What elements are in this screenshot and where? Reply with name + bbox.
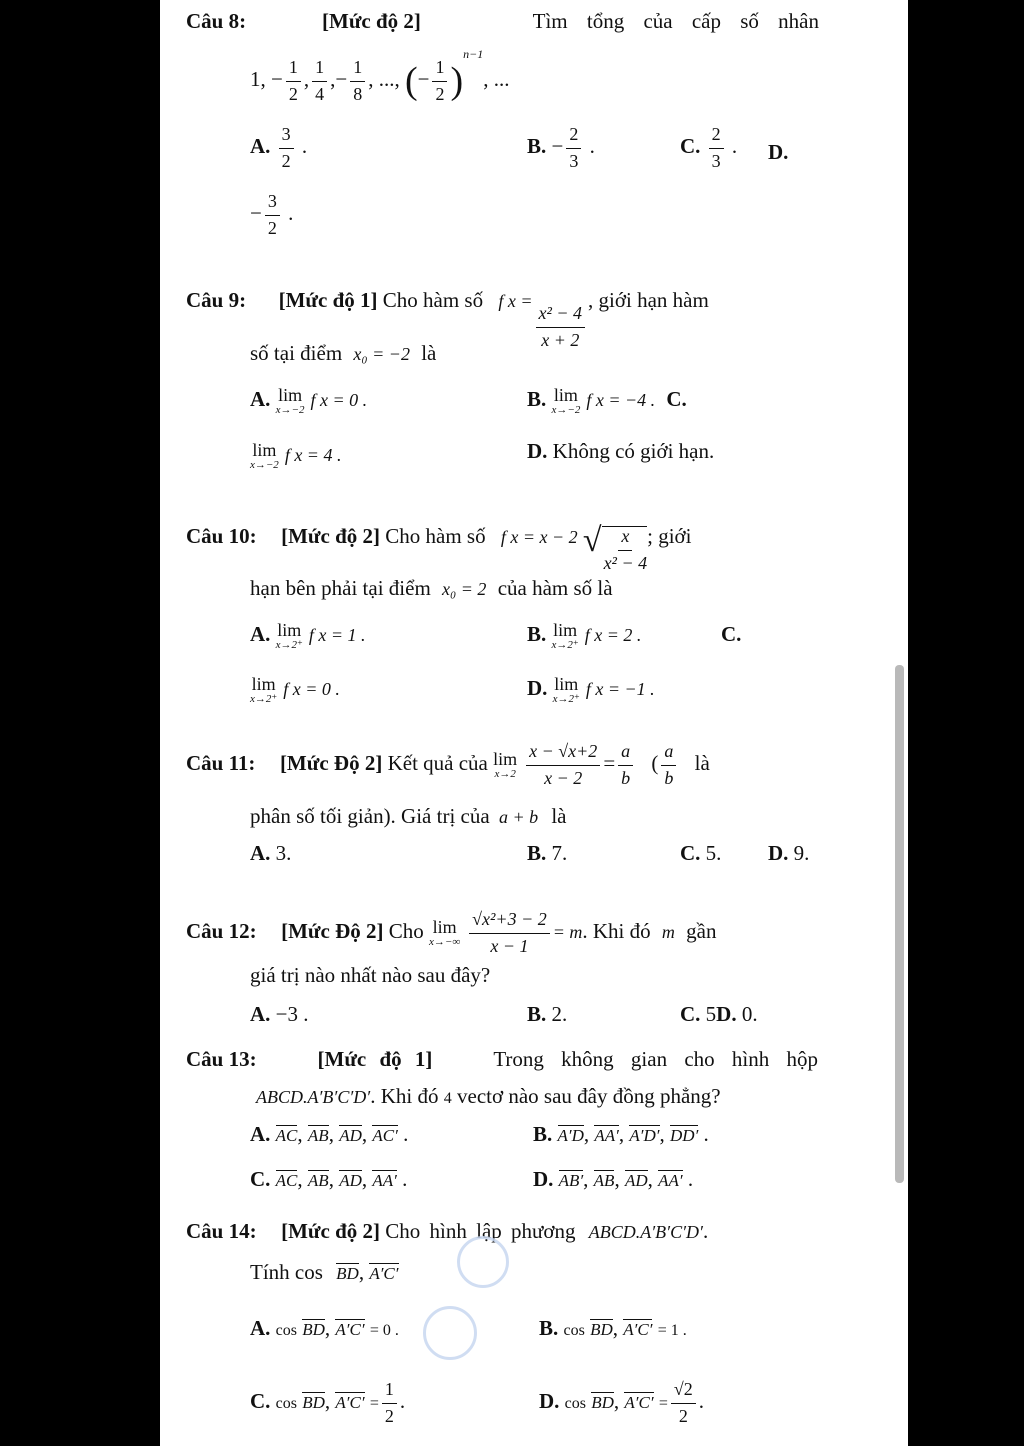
q10-lim-sub-b: x→2⁺ [551,639,579,651]
q10-option-c-label: C. [721,622,742,646]
q11-option-b-value: 7. [551,841,568,865]
q9-fraction-den: x + 2 [541,329,580,350]
q12-option-d-value[interactable]: 0. [741,1002,758,1026]
q14-label: Câu 14: [186,1219,257,1243]
q14-dot: . [703,1219,709,1243]
q10-sqrt-den: x² − 4 [603,552,648,573]
q10-question: Câu 10: [Mức độ 2] Cho hàm số f x = x − 2 √ $\frac{x}{\text{x² − 4}}$ ; giới [186,522,692,573]
q8-c-den: 3 [711,150,721,171]
q14-a-cos: cos [275,1322,297,1339]
q10-lim-sub-d: x→2⁺ [552,693,580,705]
q10-option-d[interactable]: D. lim x→2⁺ f x = −1 . [527,674,655,705]
q13-d-vec-2: AB [593,1171,615,1190]
q10-lim-sub-c: x→2⁺ [250,693,278,705]
q9-option-a-label: A. [250,386,271,411]
q12-option-b[interactable] [527,1004,567,1025]
q11-option-c-value: 5. [705,841,722,865]
q14-option-d-label: D. [539,1389,560,1414]
q10-option-c-expr: f x = 0 . [283,678,340,699]
q8-option-c-label: C. [680,134,701,159]
q14-option-b[interactable]: B. cos BD, A′C′ = 1 . [539,1316,687,1340]
q12-m: m [661,922,675,943]
q13-b-vec-1: A′D [557,1126,584,1145]
q13-line2-end: vectơ nào sau đây đồng phẳng? [457,1084,721,1108]
q8-level: [Mức độ 2] [322,9,421,33]
q13-c-vec-1: AC [275,1171,298,1190]
q13-option-c-label: C. [250,1167,271,1191]
q11-paren: ( [651,751,659,776]
q13-d-vec-3: AD [624,1171,648,1190]
q8-option-b-label: B. [527,134,547,159]
q9-option-d-label: D. [527,439,548,463]
q14-option-a-value: = 0 . [369,1322,399,1339]
q9-option-b[interactable]: B. lim x→−2 f x = −4 . C. [527,385,687,416]
q10-option-d-expr: f x = −1 . [585,678,655,699]
q8-c-num: 2 [709,125,724,149]
q8-text: Tìm tổng của cấp số nhân [532,9,819,33]
q8-option-b[interactable]: B. − $\frac{2}{3}$ . [527,124,595,171]
q9-fraction-num: x² − 4 [536,304,586,328]
q10-after: ; giới [647,524,692,548]
q12-option-b-label: B. [527,1002,547,1026]
q11-label: Câu 11: [186,751,256,776]
q11-eq: = [603,751,616,776]
q13-level: [Mức độ 1] [317,1047,433,1071]
q10-line2-end: của hàm số là [497,576,613,600]
q14-c-vec-1: BD [302,1393,325,1413]
q12-level: [Mức Độ 2] [281,919,384,944]
q10-label: Câu 10: [186,524,257,548]
q9-x0: x₀ = −2 [353,344,410,364]
q12-after: . Khi đó [582,919,651,944]
q12-line2 [250,965,490,986]
q12-fraction-num: √x²+3 − 2 [469,910,550,934]
q10-option-c[interactable]: lim x→2⁺ f x = 0 . [250,674,340,705]
q13-four: 4 [443,1090,452,1107]
q13-label: Câu 13: [186,1047,257,1071]
q13-a-vec-3: AD [339,1126,362,1145]
q8-option-d[interactable] [768,142,788,163]
q11-option-b[interactable] [527,843,567,864]
q14-a-vec-2: A′C′ [335,1320,365,1339]
q11-option-c-label: C. [680,841,701,865]
q14-option-c-label: C. [250,1389,271,1414]
q12-eq: = m [552,922,583,943]
q8-a-den: 2 [281,150,291,171]
q9-lim-sub-a: x→−2 [275,404,305,416]
q11-option-a-value: 3. [275,841,292,865]
q9-lim-sub-c: x→−2 [250,459,279,471]
q14-c-num: 1 [382,1380,397,1404]
q9-after: , giới hạn hàm [588,288,709,312]
q12-after2: gần [686,919,717,944]
q11-option-a-label: A. [250,841,271,865]
q13-b-vec-2: AA′ [594,1126,619,1145]
q14-option-c[interactable]: C. cos BD, A′C′ = $\frac{1}{2}$ . [250,1379,406,1426]
q14-c-cos: cos [275,1395,297,1413]
q11-a2: a [661,742,676,766]
q11-line2-end: là [551,804,567,828]
q12-option-c-value: 5 [705,1002,717,1026]
q9-option-a[interactable]: A. lim x→−2 f x = 0 . [250,385,368,416]
q13-c-vec-2: AB [307,1171,329,1190]
q12-option-a[interactable] [250,1004,309,1025]
q9-option-d-text: Không có giới hạn. [552,439,715,463]
q12-option-c-label: C. [680,1002,701,1026]
q13-d-vec-4: AA′ [658,1171,683,1190]
q12-question: Câu 12: [Mức Độ 2] Cho lim x→−∞ $\frac{\text{√x²+3 − 2}}{x - 1}$ = m. Khi đó m gần [186,909,717,956]
q12-option-a-value: −3 . [275,1002,309,1026]
q9-label: Câu 9: [186,288,247,312]
q10-option-a-expr: f x = 1 . [308,624,366,645]
q10-line2 [250,578,613,599]
q10-lim-sub-a: x→2⁺ [275,639,303,651]
q11-option-d[interactable] [768,843,809,864]
q13-option-a[interactable]: A. AC, AB, AD, AC′ . [250,1122,409,1146]
q14-option-a[interactable]: A. cos BD, A′C′ = 0 . [250,1316,399,1340]
touch-indicator-ring [423,1306,477,1360]
q10-option-a-label: A. [250,621,271,646]
q11-fraction-den: x − 2 [544,767,583,788]
q13-a-vec-1: AC [275,1126,298,1145]
q10-option-a[interactable]: A. lim x→2⁺ f x = 1 . [250,620,366,651]
q12-label: Câu 12: [186,919,257,944]
q13-line2-text: . Khi đó [370,1084,439,1108]
q12-fraction-den: x − 1 [490,935,529,956]
q13-option-b[interactable]: B. A′D, AA′, A′D′, DD′ . [533,1122,709,1146]
q14-option-b-value: = 1 . [657,1322,687,1339]
q11-option-b-label: B. [527,841,547,865]
q12-lim-sub: x→−∞ [429,936,461,949]
q10-line2-text: hạn bên phải tại điểm [250,576,431,600]
q8-label: Câu 8: [186,9,247,33]
q14-question [186,1221,708,1242]
q14-option-b-label: B. [539,1316,559,1340]
q13-option-b-label: B. [533,1122,553,1146]
q11-option-a[interactable] [250,843,291,864]
q8-seq-ellipsis: , ..., [368,67,405,91]
q8-a-num: 3 [279,125,294,149]
q13-a-vec-2: AB [307,1126,329,1145]
q11-question: Câu 11: [Mức Độ 2] Kết quả của lim x→2 $\frac{x - √x+2}{x - 2}$ = $\frac{a}{b}$ ( $\frac{a}{b}$ là [186,741,710,788]
q11-b: b [621,767,631,788]
q8-exponent: n−1 [463,47,484,61]
q14-line2-text: Tính cos [250,1260,323,1284]
q9-line2-end: là [421,341,437,365]
q14-d-num: √2 [671,1380,696,1404]
q13-b-vec-4: DD′ [670,1126,699,1145]
q8-option-d-label: D. [768,140,789,164]
q9-option-c-label[interactable]: C. [666,386,687,411]
q14-cube: ABCD.A′B′C′D′ [588,1222,703,1242]
q13-line2 [256,1086,721,1107]
q11-b2: b [664,767,674,788]
q8-option-d-value: − $\frac{3}{2}$ . [250,191,294,238]
q14-level: [Mức độ 2] [281,1219,381,1243]
q14-c-vec-2: A′C′ [335,1393,365,1413]
q12-text: Cho [388,919,424,944]
q8-seq-start: 1, − [250,67,283,91]
q13-b-vec-3: A′D′ [629,1126,660,1145]
q12-option-b-value: 2. [551,1002,568,1026]
q10-option-b-label: B. [527,621,547,646]
q9-text: Cho hàm số [382,288,484,312]
q14-d-vec-1: BD [591,1393,614,1413]
q13-c-vec-3: AD [339,1171,362,1190]
q10-option-c-label-wrap[interactable] [721,624,741,645]
q10-option-b[interactable]: B. lim x→2⁺ f x = 2 . [527,620,642,651]
q8-b-den: 3 [569,150,579,171]
q9-option-b-expr: f x = −4 . [586,389,656,410]
q8-d-den: 2 [267,217,277,238]
touch-indicator-ring [457,1236,509,1288]
q8-header [186,11,246,32]
q8-option-a-label: A. [250,134,271,159]
q9-option-c-expr: f x = 4 . [284,444,342,465]
q9-lim-sub-b: x→−2 [551,404,581,416]
q11-lim-sub: x→2 [494,768,516,781]
q13-option-c[interactable]: C. AC, AB, AD, AA′ . [250,1167,408,1191]
q8-option-a[interactable]: A. $\frac{3}{2}$ . [250,124,308,171]
q13-box: ABCD.A′B′C′D′ [256,1087,371,1107]
q11-level: [Mức Độ 2] [279,751,383,776]
q12-line2-text: giá trị nào nhất nào sau đây? [250,963,491,987]
q10-x0: x₀ = 2 [442,579,487,599]
q14-text: Cho hình lập phương [385,1219,576,1243]
q14-option-a-label: A. [250,1316,271,1340]
q10-fx: f x = x − 2 [500,527,578,547]
q13-d-vec-1: AB′ [558,1171,584,1190]
q12-option-d-label[interactable]: D. [716,1002,737,1026]
q13-option-a-label: A. [250,1122,271,1146]
q12-option-a-label: A. [250,1002,271,1026]
q9-option-c[interactable]: lim x→−2 f x = 4 . [250,440,342,471]
q8-seq-end: , ... [483,67,510,91]
q8-sequence: 1, − $\frac{1}{2}$ , $\frac{1}{4}$ ,− $\frac{1}{8}$ , ..., (− $\frac{1}{2}$ )$^{n-1}$, ... [250,47,510,104]
q14-option-d[interactable]: D. cos BD, A′C′ = $\frac{√2}{2}$ . [539,1379,705,1426]
q14-vec-a1c1: A′C′ [369,1264,399,1283]
q14-b-vec-2: A′C′ [623,1320,653,1339]
q10-text: Cho hàm số [385,524,486,548]
q11-after: là [694,751,710,776]
q9-option-b-label: B. [527,386,547,411]
q13-option-d-label: D. [533,1167,554,1191]
q9-fx: f x = [498,291,533,311]
q10-option-d-label: D. [527,675,548,700]
q11-option-c[interactable] [680,843,721,864]
q13-option-d[interactable]: D. AB′, AB, AD, AA′ . [533,1167,694,1191]
q14-d-cos: cos [564,1395,586,1413]
q13-c-vec-4: AA′ [372,1171,397,1190]
q14-b-cos: cos [563,1322,585,1339]
q13-text: Trong không gian cho hình hộp [493,1047,818,1071]
q9-line2-text: số tại điểm [250,341,343,365]
q14-vec-bd: BD [336,1264,359,1283]
q10-level: [Mức độ 2] [281,524,381,548]
q11-apb: a + b [498,807,539,827]
q11-fraction-num: x − √x+2 [526,742,600,766]
q14-b-vec-1: BD [590,1320,613,1339]
q11-text: Kết quả của [387,751,488,776]
q13-question [186,1049,818,1070]
q8-option-c[interactable]: C. $\frac{2}{3}$ . [680,124,738,171]
q13-a-vec-4: AC′ [372,1126,398,1145]
q8-b-num: 2 [566,125,581,149]
q9-option-a-expr: f x = 0 . [310,389,368,410]
q11-option-d-label: D. [768,841,789,865]
q9-level: [Mức độ 1] [278,288,378,312]
q14-c-den: 2 [384,1405,394,1426]
scrollbar-thumb[interactable] [895,665,904,1183]
q14-d-den: 2 [678,1405,688,1426]
q14-line2: Tính cos BD, A′C′ [250,1260,399,1284]
q10-option-b-expr: f x = 2 . [584,624,642,645]
q9-line2 [250,343,436,364]
q14-d-vec-2: A′C′ [624,1393,654,1413]
q8-title [322,11,819,32]
q12-option-c[interactable] [680,1004,758,1025]
q14-a-vec-1: BD [302,1320,325,1339]
q11-a: a [618,742,633,766]
q11-option-d-value: 9. [793,841,810,865]
q11-line2 [250,806,567,827]
q8-d-num: 3 [265,192,280,216]
q9-option-d[interactable] [527,441,714,462]
q10-sqrt-num: x [618,527,632,551]
q11-line2-text: phân số tối giản). Giá trị của [250,804,490,828]
